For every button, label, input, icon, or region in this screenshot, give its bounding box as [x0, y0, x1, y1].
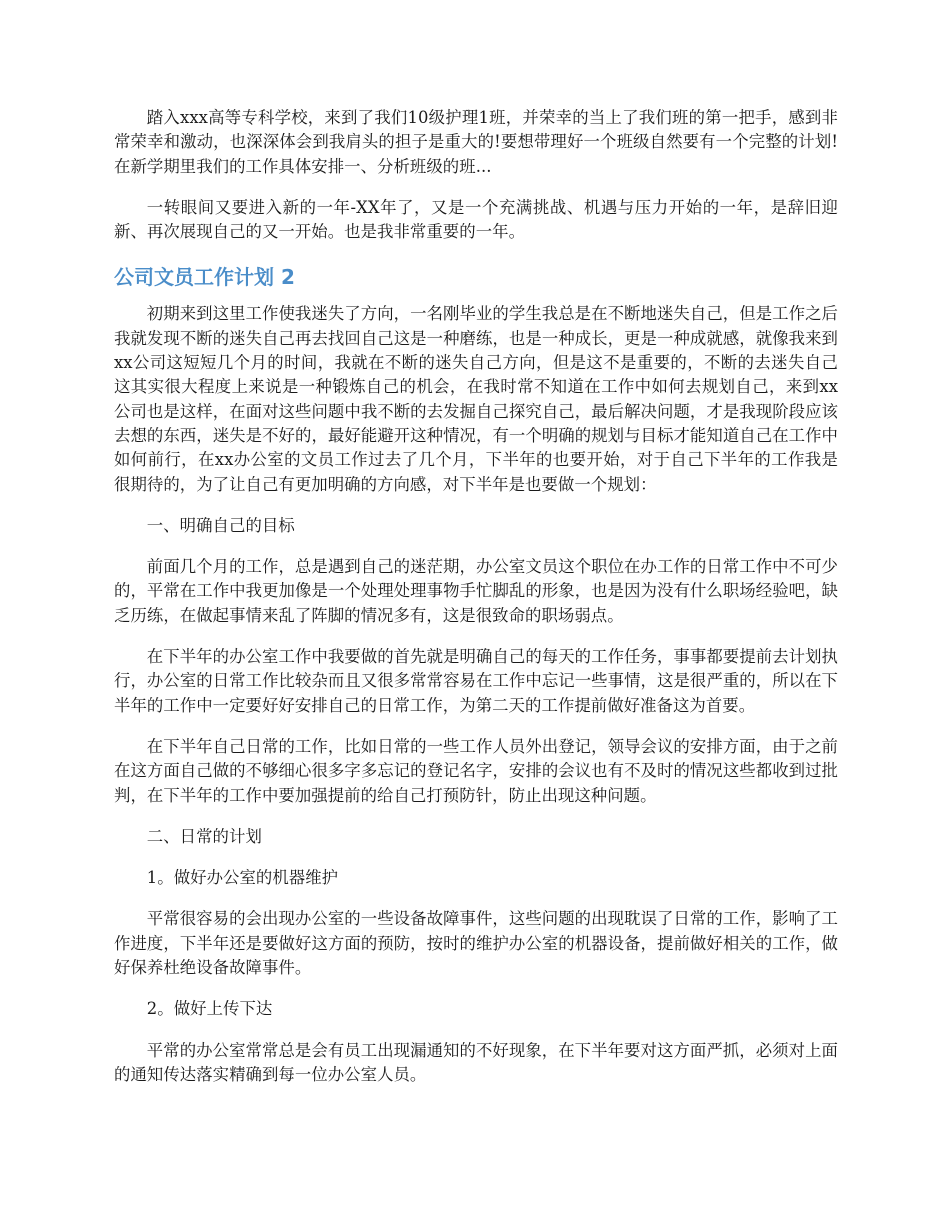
document-page [114, 106, 838, 1104]
paragraph-goals-3: 在下半年自己日常的工作，比如日常的一些工作人员外出登记，领导会议的安排方面，由于之前在这方面自己做的不够细心很多字多忘记的登记名字，安排的会议也有不及时的情况这些都收到过批判，在下半年的工作中要加强提前的给自己打预防针，防止出现这种问题。 [114, 736, 838, 805]
section-heading: 公司文员工作计划 2 [114, 265, 295, 290]
list-item-communication-title: 2。做好上传下达 [146, 999, 273, 1019]
paragraph-communication: 平常的办公室常常总是会有员工出现漏通知的不好现象，在下半年要对这方面严抓，必须对上面的通知传达落实精确到每一位办公室人员。 [114, 1040, 838, 1084]
paragraph-goals-1: 前面几个月的工作，总是遇到自己的迷茫期，办公室文员这个职位在办工作的日常工作中不可少的，平常在工作中我更加像是一个处理处理事物手忙脚乱的形象，也是因为没有什么职场经验吧，缺乏历练，在做起事情来乱了阵脚的情况多有，这是很致命的职场弱点。 [114, 557, 838, 625]
paragraph-overview: 初期来到这里工作使我迷失了方向，一名刚毕业的学生我总是在不断地迷失自己，但是工作之后我就发现不断的迷失自己再去找回自己这是一种磨练，也是一种成长，更是一种成就感，就像我来到xx公司这短短几个月的时间，我就在不断的迷失自己方向，但是这不是重要的，不断的去迷失自己这其实很大程度上来说是一种锻炼自己的机会，在我时常不知道在工作中如何去规划自己，来到xx公司也是这样，在面对这些问题中我不断的去发掘自己探究自己，最后解决问题，才是我现阶段应该去想的东西，迷失是不好的，最好能避开这种情况，有一个明确的规划与目标才能知道自己在工作中如何前行，在xx办公室的文员工作过去了几个月，下半年的也要开始，对于自己下半年的工作我是很期待的，为了让自己有更加明确的方向感，对下半年是也要做一个规划： [114, 304, 838, 494]
paragraph-maintenance: 平常很容易的会出现办公室的一些设备故障事件，这些问题的出现耽误了日常的工作，影响了工作进度，下半年还是要做好这方面的预防，按时的维护办公室的机器设备，提前做好相关的工作，做好保养杜绝设备故障事件。 [114, 909, 838, 978]
paragraph-goals-2: 在下半年的办公室工作中我要做的首先就是明确自己的每天的工作任务，事事都要提前去计划执行，办公室的日常工作比较杂而且又很多常常容易在工作中忘记一些事情，这是很严重的，所以在下半年的工作中一定要好好安排自己的日常工作，为第二天的工作提前做好准备这为首要。 [114, 647, 838, 715]
paragraph-new-year: 一转眼间又要进入新的一年-XX年了，又是一个充满挑战、机遇与压力开始的一年，是辞旧迎新、再次展现自己的又一开始。也是我非常重要的一年。 [114, 197, 838, 242]
list-item-maintenance-title: 1。做好办公室的机器维护 [146, 868, 339, 888]
paragraph-intro: 踏入xxx高等专科学校，来到了我们10级护理1班，并荣幸的当上了我们班的第一把手，感到非常荣幸和激动，也深深体会到我肩头的担子是重大的!要想带理好一个班级自然要有一个完整的计划!在新学期里我们的工作具体安排一、分析班级的班... [114, 108, 838, 176]
subheading-daily-plan: 二、日常的计划 [146, 826, 262, 846]
subheading-goals: 一、明确自己的目标 [146, 515, 295, 535]
